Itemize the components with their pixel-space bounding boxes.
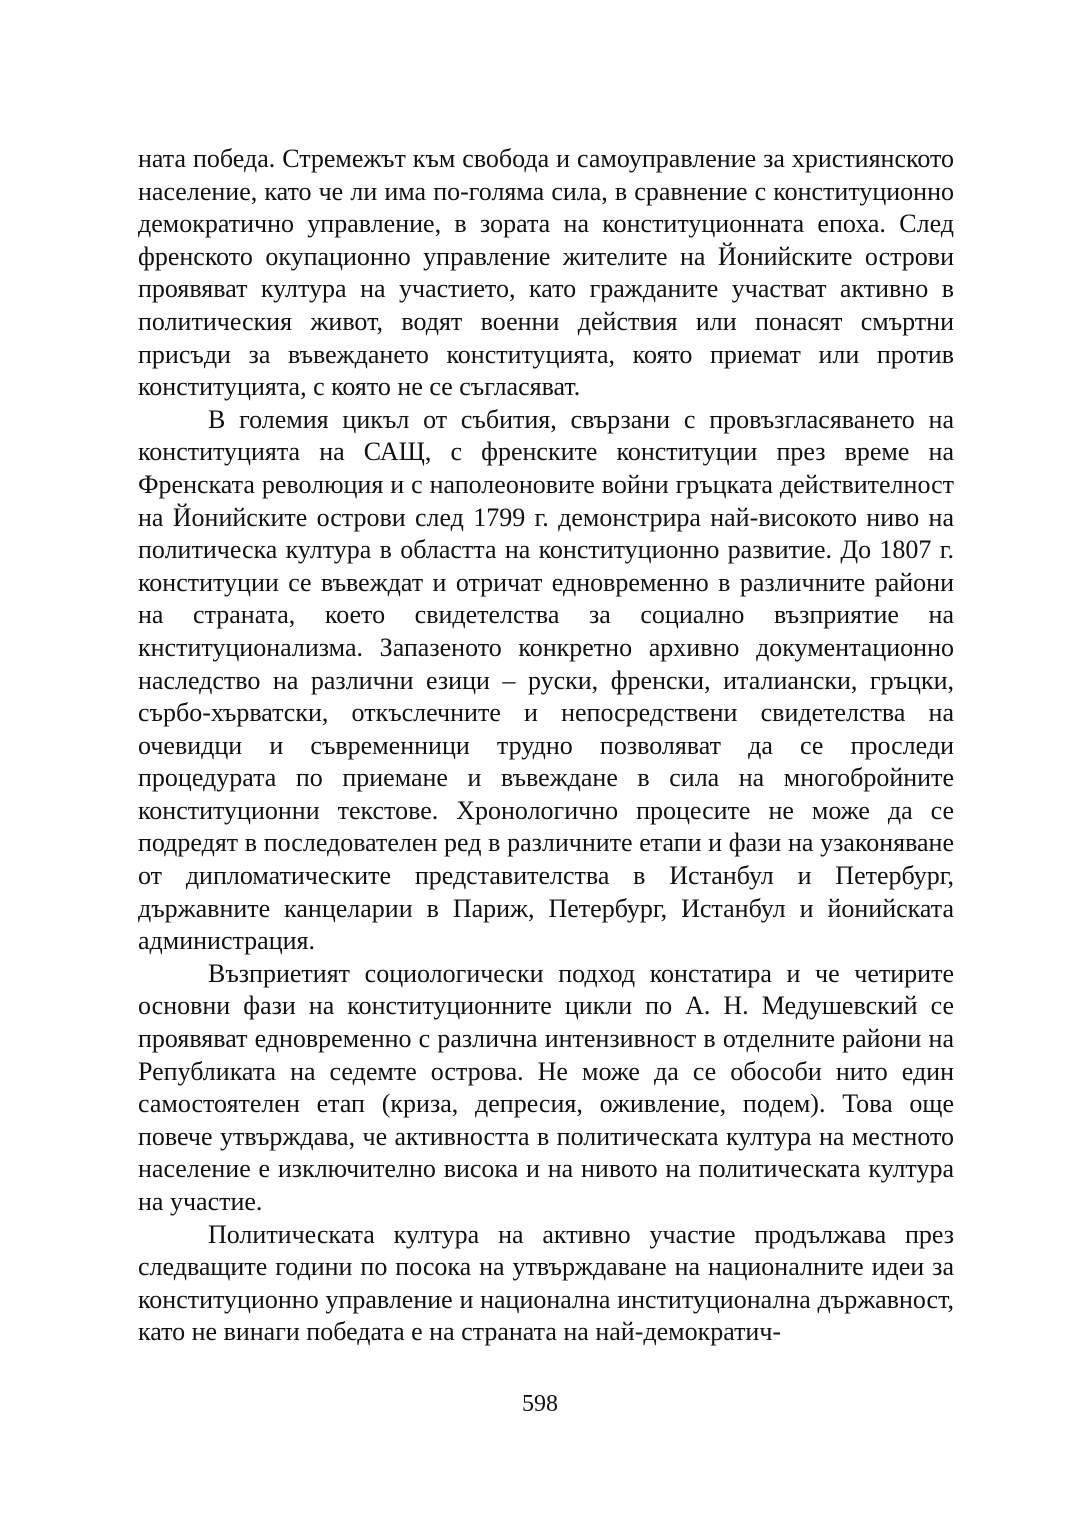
page-number: 598	[522, 1391, 558, 1417]
body-text	[138, 143, 954, 1349]
paragraph-constitutional-cycle: В големия цикъл от събития, свързани с провъзгласяването на конституцията на САЩ, с френските конституции през време на Френската революция и с наполеоновите войни гръцката действителност на Йонийските острови след 1799 г. демонстрира най-високото ниво на политическа култура в областта на конституционно развитие. До 1807 г. конституции се въвеждат и отричат едновременно в различните райони на страната, което свидетелства за социално възприятие на кнституционализма. Запазеното конкретно архивно документационно наследство на различни езици – руски, френски, италиански, гръцки, сърбо-хърватски, откъслечните и непосредствени свидетелства на очевидци и съвременници трудно позволяват да се проследи процедурата по приемане и въвеждане в сила на многобройните конституционни текстове. Хронологично процесите не може да се подредят в последователен ред в различните етапи и фази на узаконяване от дипломатическите представителства в Истанбул и Петербург, държавните канцеларии в Париж, Петербург, Истанбул и йонийската администрация.	[138, 404, 954, 956]
paragraph-political-culture: Политическата култура на активно участие продължава през следващите години по посока на утвърждаване на националните идеи за конституционно управление и национална институционална държавност, като не винаги победата е на страната на най-демократич-	[138, 1219, 954, 1347]
paragraph-sociological-approach: Възприетият социологически подход констатира и че четирите основни фази на конституционните цикли по А. Н. Медушевский се проявяват едновременно с различна интензивност в отделните райони на Републиката на седемте острова. Не може да се обособи нито един самостоятелен етап (криза, депресия, оживление, подем). Това още повече утвърждава, че активността в политическата култура на местното население е изключително висока и на нивото на политическата култура на участие.	[138, 958, 954, 1216]
paragraph-continuation: ната победа. Стремежът към свобода и самоуправление за християнското население, като че ли има по-голяма сила, в сравнение с конституционно демократично управление, в зората на конституционната епоха. След френското окупационно управление жителите на Йонийските острови проявяват култура на участието, като гражданите участват активно в политическия живот, водят военни действия или понасят смъртни присъди за въвеждането конституцията, която приемат или против конституцията, с която не се съгласяват.	[138, 144, 954, 402]
